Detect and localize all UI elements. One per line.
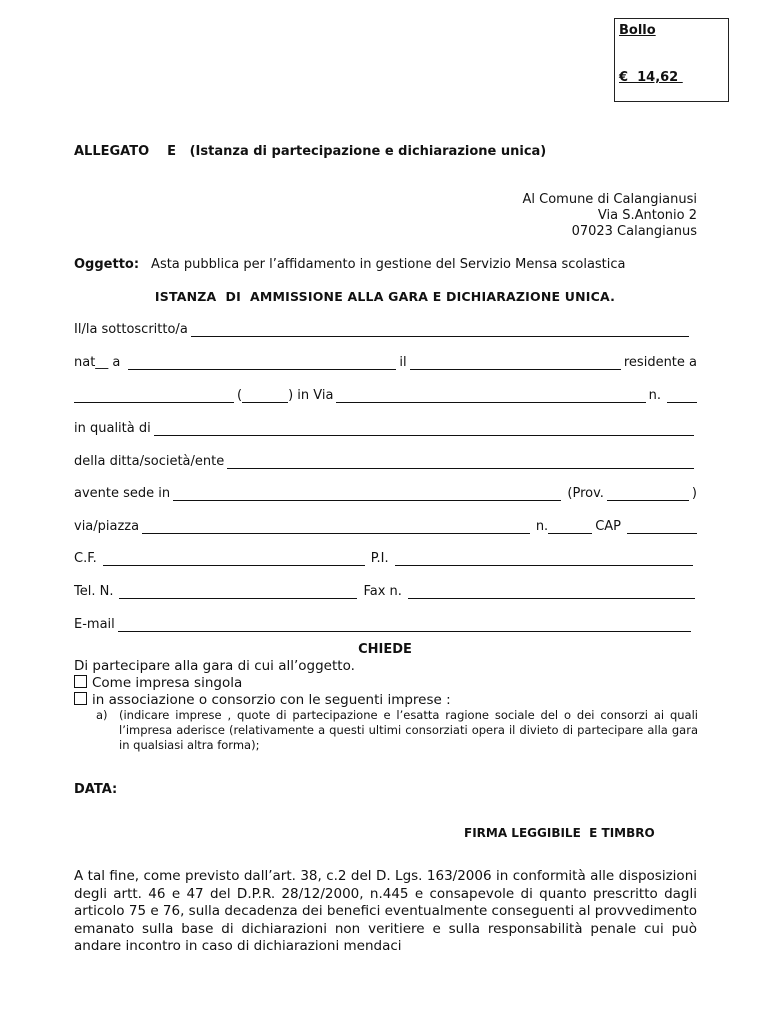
oggetto xyxy=(74,257,626,272)
bollo-label: Bollo xyxy=(619,23,656,38)
option-associazione-label: in associazione o consorzio con le seguenti imprese : xyxy=(92,692,451,708)
input-pi[interactable] xyxy=(395,549,693,566)
address-line-3: 07023 Calangianus xyxy=(571,224,697,239)
label-via-piazza: via/piazza xyxy=(74,519,140,534)
label-n-sede: n. xyxy=(535,519,549,534)
label-email: E-mail xyxy=(74,617,115,632)
firma-label: FIRMA LEGGIBILE E TIMBRO xyxy=(464,826,655,840)
oggetto-label: Oggetto: xyxy=(74,257,140,272)
address-line-2: Via S.Antonio 2 xyxy=(597,208,697,223)
chiede-intro: Di partecipare alla gara di cui all’oggetto. xyxy=(74,658,355,674)
oggetto-text: Asta pubblica per l’affidamento in gestione del Servizio Mensa scolastica xyxy=(151,257,626,272)
label-fax: Fax n. xyxy=(363,584,402,599)
note-text: (indicare imprese , quote di partecipazione e l’esatta ragione sociale del o dei consorzi ai quali l’impresa aderisce (relativamente a questi ultimi consorziati opera il divieto di partecipare alla gara in qualsiasi altra forma); xyxy=(119,708,698,752)
label-pi: P.I. xyxy=(370,551,389,566)
input-numero-civico[interactable] xyxy=(667,386,697,403)
label-nat: nat__ a xyxy=(74,355,121,370)
label-cap: CAP xyxy=(595,519,621,534)
option-impresa-singola-label: Come impresa singola xyxy=(92,675,243,691)
row-ditta xyxy=(74,449,697,469)
note-index: a) xyxy=(96,708,108,722)
checkbox-icon[interactable] xyxy=(74,675,87,688)
bollo-amount: € 14,62 xyxy=(619,70,683,85)
option-impresa-singola[interactable] xyxy=(74,675,242,691)
input-email[interactable] xyxy=(118,615,691,632)
data-label: DATA: xyxy=(74,782,118,797)
input-via-residenza[interactable] xyxy=(336,386,645,403)
label-cf: C.F. xyxy=(74,551,97,566)
row-sottoscritto xyxy=(74,317,697,337)
label-prov-close: ) xyxy=(691,486,697,501)
note-imprese xyxy=(96,708,698,753)
label-prov: (Prov. xyxy=(567,486,604,501)
label-in-via: ) in Via xyxy=(288,388,334,403)
row-residenza xyxy=(74,383,697,403)
input-via-piazza[interactable] xyxy=(142,517,530,534)
input-cap[interactable] xyxy=(627,517,697,534)
allegato-title: E (Istanza di partecipazione e dichiarazione unica) xyxy=(167,144,547,159)
row-qualita xyxy=(74,416,697,436)
input-tel[interactable] xyxy=(119,582,357,599)
label-n: n. xyxy=(648,388,661,403)
bollo-box xyxy=(614,18,729,102)
row-nascita xyxy=(74,350,697,370)
label-tel: Tel. N. xyxy=(74,584,114,599)
chiede-heading: CHIEDE xyxy=(358,642,412,657)
input-prov-residenza[interactable] xyxy=(242,386,288,403)
checkbox-icon[interactable] xyxy=(74,692,87,705)
row-email xyxy=(74,612,697,632)
label-il: il xyxy=(399,355,407,370)
input-prov-sede[interactable] xyxy=(607,484,689,501)
label-residente: residente a xyxy=(623,355,697,370)
address-line-1: Al Comune di Calangianusi xyxy=(522,192,697,207)
closing-paragraph: A tal fine, come previsto dall’art. 38, c.2 del D. Lgs. 163/2006 in conformità alle disposizioni degli artt. 46 e 47 del D.P.R. 28/12/2000, n.445 e consapevole di quanto prescritto dagli articolo 75 e 76, sulla decadenza dei benefici eventualmente conseguenti al provvedimento emanato sulla base di dichiarazioni non veritiere e sulla responsabilità penale cui può andare incontro in caso di dichiarazioni mendaci xyxy=(74,868,698,954)
label-ditta: della ditta/società/ente xyxy=(74,454,225,469)
input-sottoscritto[interactable] xyxy=(191,320,689,337)
input-luogo-nascita[interactable] xyxy=(128,353,396,370)
allegato-prefix: ALLEGATO xyxy=(74,144,150,159)
input-numero-sede[interactable] xyxy=(548,517,592,534)
row-via-piazza xyxy=(74,514,697,534)
option-associazione[interactable] xyxy=(74,692,451,708)
row-sede xyxy=(74,481,697,501)
input-comune-residenza[interactable] xyxy=(74,386,234,403)
label-qualita: in qualità di xyxy=(74,421,151,436)
row-cf-pi xyxy=(74,546,697,566)
input-data-nascita[interactable] xyxy=(410,353,621,370)
input-sede[interactable] xyxy=(173,484,561,501)
input-ditta[interactable] xyxy=(227,452,694,469)
input-qualita[interactable] xyxy=(154,419,694,436)
label-prov-open: ( xyxy=(237,388,243,403)
input-fax[interactable] xyxy=(408,582,695,599)
label-sottoscritto: Il/la sottoscritto/a xyxy=(74,322,188,337)
allegato-heading xyxy=(74,144,546,159)
label-sede: avente sede in xyxy=(74,486,171,501)
input-cf[interactable] xyxy=(103,549,365,566)
row-tel-fax xyxy=(74,579,697,599)
istanza-title: ISTANZA DI AMMISSIONE ALLA GARA E DICHIARAZIONE UNICA. xyxy=(154,289,616,304)
